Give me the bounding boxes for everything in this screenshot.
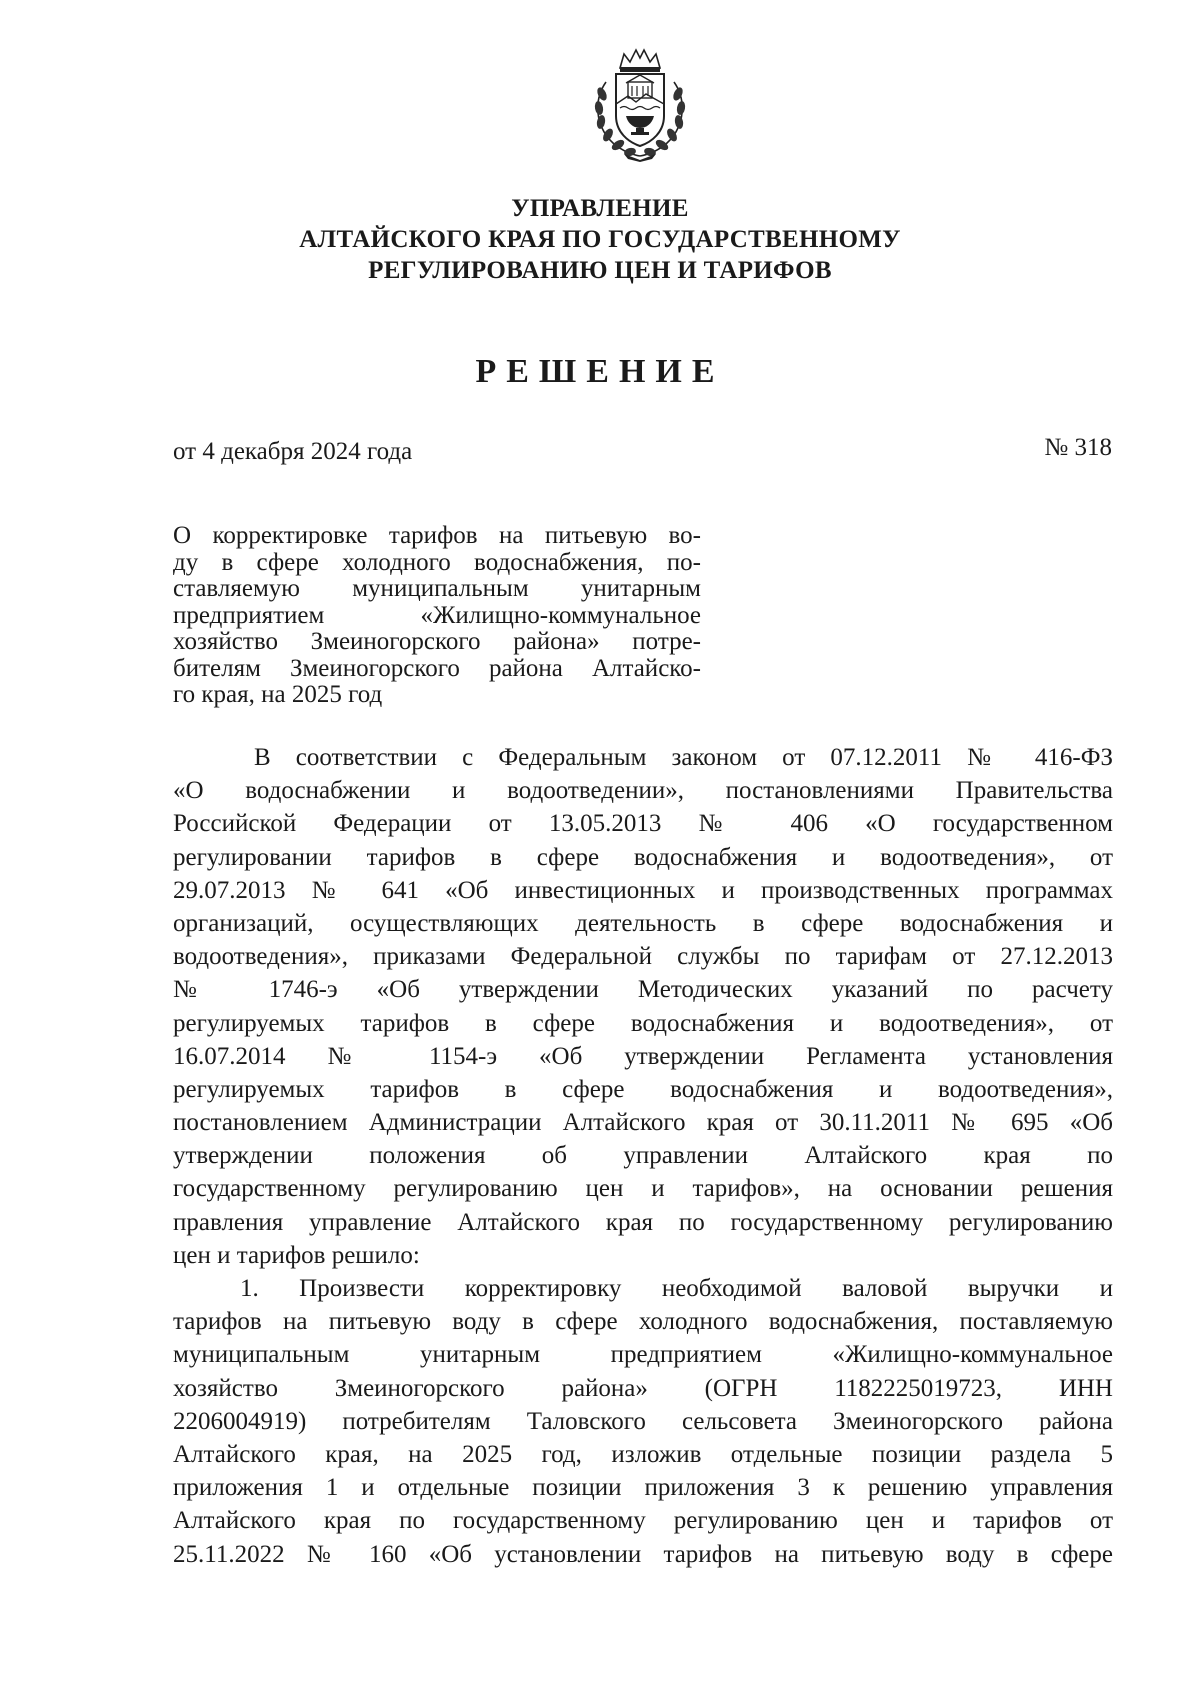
subject-line: ставляемую муниципальным унитарным xyxy=(173,575,701,602)
body-line: № 1746-э «Об утверждении Методических указаний по расчету xyxy=(173,976,1113,1004)
subject-line: О корректировке тарифов на питьевую во- xyxy=(173,522,701,549)
body-line: организаций, осуществляющих деятельность в сфере водоснабжения и xyxy=(173,909,1113,937)
body-line: 2206004919) потребителям Таловского сельсовета Змеиногорского района xyxy=(173,1407,1113,1435)
organization-title xyxy=(0,193,1200,286)
body-line: регулировании тарифов в сфере водоснабжения и водоотведения», от xyxy=(173,843,1113,871)
body-line: регулируемых тарифов в сфере водоснабжения и водоотведения», от xyxy=(173,1009,1113,1037)
body-line: водоотведения», приказами Федеральной службы по тарифам от 27.12.2013 xyxy=(173,943,1113,971)
body-line: Российской Федерации от 13.05.2013 № 406 «О государственном xyxy=(173,810,1113,838)
document-date: от 4 декабря 2024 года xyxy=(173,438,413,465)
body-line: 16.07.2014 № 1154-э «Об утверждении Регламента установления xyxy=(173,1042,1113,1070)
body-line: Алтайского края, на 2025 год, изложив отдельные позиции раздела 5 xyxy=(173,1440,1113,1468)
body-line: 1. Произвести корректировку необходимой валовой выручки и xyxy=(240,1275,1113,1302)
document-number: № 318 xyxy=(1044,434,1112,461)
body-line: регулируемых тарифов в сфере водоснабжения и водоотведения», xyxy=(173,1075,1113,1103)
org-title-line-3: РЕГУЛИРОВАНИЮ ЦЕН И ТАРИФОВ xyxy=(368,257,832,284)
body-line: тарифов на питьевую воду в сфере холодного водоснабжения, поставляемую xyxy=(173,1308,1113,1336)
body-line: цен и тарифов решило: xyxy=(173,1241,420,1269)
body-line: Алтайского края по государственному регулированию цен и тарифов от xyxy=(173,1507,1113,1535)
document-type-heading: РЕШЕНИЕ xyxy=(475,353,725,390)
body-line: утверждении положения об управлении Алтайского края по xyxy=(173,1142,1113,1170)
body-line: приложения 1 и отдельные позиции приложения 3 к решению управления xyxy=(173,1474,1113,1502)
coat-of-arms-icon xyxy=(584,44,696,162)
body-line: В соответствии с Федеральным законом от 07.12.2011 № 416-ФЗ xyxy=(254,744,1113,771)
body-line: «О водоснабжении и водоотведении», постановлениями Правительства xyxy=(173,777,1113,805)
body-line: постановлением Администрации Алтайского края от 30.11.2011 № 695 «Об xyxy=(173,1109,1113,1137)
body-line: хозяйство Змеиногорского района» (ОГРН 1182225019723, ИНН xyxy=(173,1374,1113,1402)
document-subject xyxy=(173,523,701,709)
subject-line: хозяйство Змеиногорского района» потре- xyxy=(173,628,701,655)
document-body xyxy=(173,741,1113,1571)
body-line: муниципальным унитарным предприятием «Жилищно-коммунальное xyxy=(173,1341,1113,1369)
body-line: государственному регулированию цен и тарифов», на основании решения xyxy=(173,1175,1113,1203)
body-line: 25.11.2022 № 160 «Об установлении тарифов на питьевую воду в сфере xyxy=(173,1540,1113,1568)
subject-line: ду в сфере холодного водоснабжения, по- xyxy=(173,548,701,576)
org-title-line-1: УПРАВЛЕНИЕ xyxy=(511,195,689,222)
subject-line: го края, на 2025 год xyxy=(173,681,383,708)
org-title-line-2: АЛТАЙСКОГО КРАЯ ПО ГОСУДАРСТВЕННОМУ xyxy=(299,226,901,253)
body-line: правления управление Алтайского края по государственному регулированию xyxy=(173,1208,1113,1236)
subject-line: предприятием «Жилищно-коммунальное xyxy=(173,601,701,629)
body-line: 29.07.2013 № 641 «Об инвестиционных и производственных программах xyxy=(173,876,1113,904)
subject-line: бителям Змеиногорского района Алтайско- xyxy=(173,654,701,682)
